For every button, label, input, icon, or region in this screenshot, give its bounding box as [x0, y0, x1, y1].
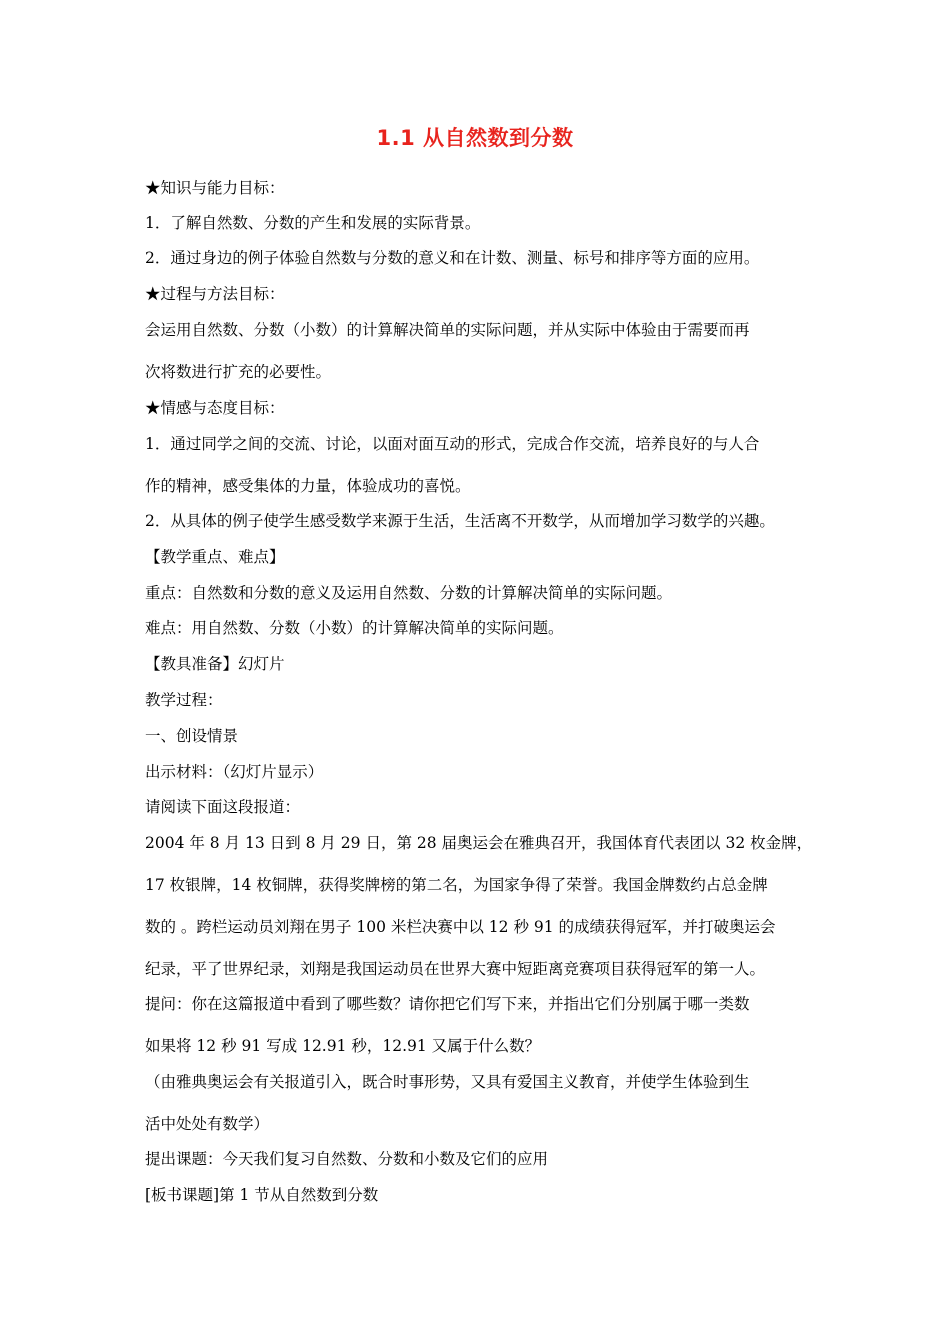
section-heading-knowledge-goals: ★知识与能力目标：	[145, 179, 285, 197]
paragraph-line: 一、创设情景	[145, 727, 239, 745]
paragraph-line: 1．了解自然数、分数的产生和发展的实际背景。	[145, 214, 481, 232]
section-heading-process-goals: ★过程与方法目标：	[145, 285, 285, 303]
paragraph-line: 提问：你在这篇报道中看到了哪些数？请你把它们写下来，并指出它们分别属于哪一类数	[145, 995, 750, 1013]
paragraph-line: 提出课题：今天我们复习自然数、分数和小数及它们的应用	[145, 1150, 549, 1168]
section-heading-attitude-goals: ★情感与态度目标：	[145, 399, 285, 417]
section-heading-process: 教学过程：	[145, 691, 223, 709]
paragraph-line: 请阅读下面这段报道：	[145, 798, 301, 816]
paragraph-line: 次将数进行扩充的必要性。	[145, 363, 332, 381]
paragraph-line: 17 枚银牌，14 枚铜牌，获得奖牌榜的第二名，为国家争得了荣誉。我国金牌数约占总金牌	[145, 876, 768, 894]
paragraph-line: 纪录，平了世界纪录，刘翔是我国运动员在世界大赛中短距离竞赛项目获得冠军的第一人。	[145, 960, 766, 978]
paragraph-line: 数的 。跨栏运动员刘翔在男子 100 米栏决赛中以 12 秒 91 的成绩获得冠军，并打破奥运会	[145, 918, 776, 936]
paragraph-line: 出示材料：（幻灯片显示）	[145, 763, 324, 781]
paragraph-line: 2．通过身边的例子体验自然数与分数的意义和在计数、测量、标号和排序等方面的应用。	[145, 249, 760, 267]
document-title: 1.1 从自然数到分数	[376, 126, 574, 150]
paragraph-line: 活中处处有数学）	[145, 1115, 270, 1133]
paragraph-line: 重点：自然数和分数的意义及运用自然数、分数的计算解决简单的实际问题。	[145, 584, 673, 602]
paragraph-line: 1．通过同学之间的交流、讨论，以面对面互动的形式，完成合作交流，培养良好的与人合	[145, 435, 760, 453]
paragraph-line: 2．从具体的例子使学生感受数学来源于生活，生活离不开数学，从而增加学习数学的兴趣。	[145, 512, 775, 530]
paragraph-line: 作的精神，感受集体的力量，体验成功的喜悦。	[145, 477, 471, 495]
paragraph-line: 如果将 12 秒 91 写成 12.91 秒，12.91 又属于什么数？	[145, 1037, 541, 1055]
paragraph-line: （由雅典奥运会有关报道引入，既合时事形势，又具有爱国主义教育，并使学生体验到生	[145, 1073, 750, 1091]
paragraph-line: 会运用自然数、分数（小数）的计算解决简单的实际问题，并从实际中体验由于需要而再	[145, 321, 750, 339]
section-heading-materials: 【教具准备】幻灯片	[145, 655, 285, 673]
paragraph-line: 难点：用自然数、分数（小数）的计算解决简单的实际问题。	[145, 619, 564, 637]
paragraph-line: 2004 年 8 月 13 日到 8 月 29 日，第 28 届奥运会在雅典召开，我国体育代表团以 32 枚金牌，	[145, 834, 813, 852]
section-heading-key-points: 【教学重点、难点】	[145, 548, 285, 566]
paragraph-line: [板书课题]第 1 节从自然数到分数	[145, 1186, 379, 1204]
